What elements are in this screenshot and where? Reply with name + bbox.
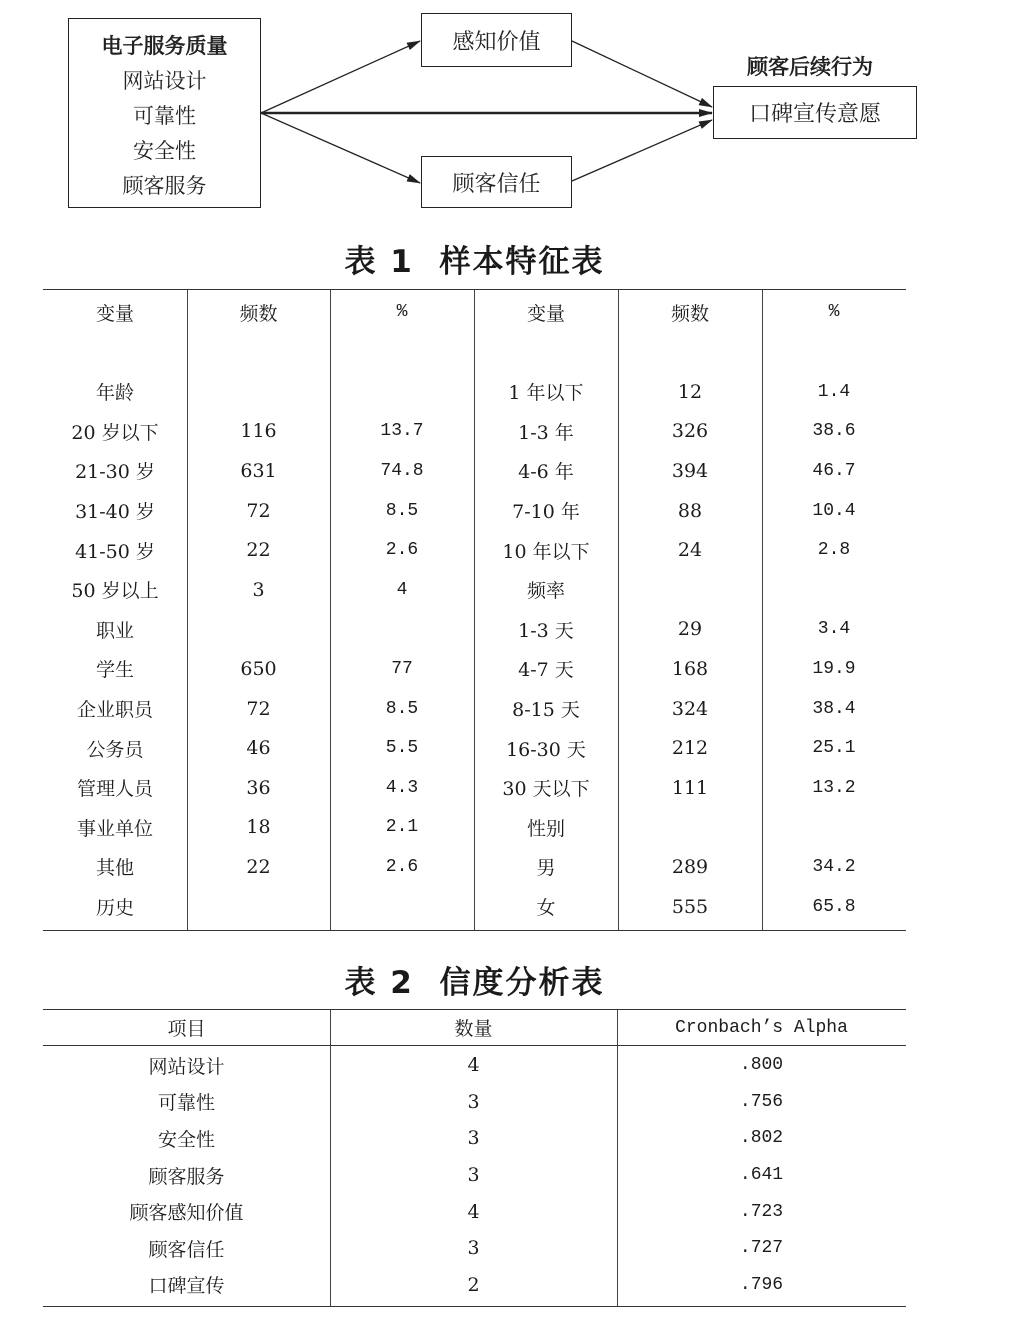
table1-cell: 650 <box>240 657 277 680</box>
table2-cell: 口碑宣传 <box>148 1275 225 1298</box>
table1-cell: 13.7 <box>380 421 424 442</box>
table1-cell <box>618 570 762 610</box>
table1-cell: 4 <box>396 579 408 600</box>
table1-cell: 8-15 天 <box>512 699 580 722</box>
table1-cell: 18 <box>246 816 271 839</box>
table1-cell: 22 <box>246 855 271 878</box>
table1-cell: 30 天以下 <box>502 778 590 801</box>
table1-cell <box>330 887 474 927</box>
arrow-quality-to-value <box>261 41 420 113</box>
table1-cell <box>762 808 906 848</box>
table1-cell: 12 <box>677 380 703 403</box>
table1-cell: 21-30 岁 <box>75 461 155 484</box>
service-quality-item: 安全性 <box>133 139 196 163</box>
table2-cell: 顾客信任 <box>148 1238 225 1261</box>
table2-header-cell: Cronbach’s Alpha <box>675 1017 848 1038</box>
table1-cell: 38.4 <box>812 698 856 719</box>
table1-cell: 88 <box>677 499 703 522</box>
table1-cell: 公务员 <box>86 738 144 761</box>
table1-cell: 19.9 <box>812 658 856 679</box>
table1-cell: 41-50 岁 <box>75 540 155 563</box>
arrow-value-to-outcome <box>572 41 712 107</box>
table1-cell: 50 岁以上 <box>71 580 159 603</box>
table1-header-cell: 频数 <box>670 302 709 325</box>
table1-cell: 女 <box>536 897 556 920</box>
table1-cell: 4-7 天 <box>518 659 574 682</box>
table1-cell: 22 <box>246 539 271 562</box>
table2-cell: 3 <box>467 1164 480 1187</box>
table1-header-row <box>43 290 906 334</box>
table2-cell: 3 <box>467 1090 480 1113</box>
table1-cell: 29 <box>677 618 703 641</box>
table1-cell: 72 <box>246 499 271 522</box>
table2-cell: 网站设计 <box>148 1055 225 1078</box>
table1-cell: 男 <box>536 857 556 880</box>
table2-header-row <box>43 1010 906 1046</box>
table2-cell: .796 <box>739 1274 784 1295</box>
table1-header-cell: 变量 <box>95 302 134 325</box>
table1-cell: 34.2 <box>812 856 856 877</box>
table1-cell: 3 <box>252 578 265 601</box>
table1-cell: 116 <box>240 420 277 443</box>
arrow-trust-to-outcome <box>572 120 712 181</box>
table1-cell <box>330 610 474 650</box>
table2-cell: 顾客感知价值 <box>129 1202 244 1225</box>
table1-cell: 学生 <box>95 659 134 682</box>
table2-cell: 3 <box>467 1127 480 1150</box>
perceived-value-box <box>421 13 572 67</box>
table1-cell: 16-30 天 <box>506 738 586 761</box>
table1-cell: 24 <box>677 539 703 562</box>
table1-cell: 38.6 <box>812 421 856 442</box>
table1-cell: 10 年以下 <box>502 540 590 563</box>
outcome-heading: 顾客后续行为 <box>747 55 873 79</box>
table1-cell: 72 <box>246 697 271 720</box>
table1-header-cell: 频数 <box>239 302 278 325</box>
table1-cell: 36 <box>246 776 271 799</box>
table2-header-cell: 数量 <box>454 1018 493 1040</box>
table2-title: 表 2 信度分析表 <box>344 965 605 1001</box>
table1-cell: 2.6 <box>385 540 419 561</box>
table1-cell: 555 <box>671 895 709 918</box>
table1-cell: 20 岁以下 <box>71 421 159 444</box>
service-quality-title: 电子服务质量 <box>101 34 228 58</box>
table1-cell: 事业单位 <box>76 817 153 840</box>
service-quality-item: 网站设计 <box>122 69 207 93</box>
table1-cell: 111 <box>671 776 709 799</box>
table1-cell: 77 <box>391 658 413 679</box>
sample-characteristics-table <box>43 289 906 931</box>
table1-cell: 65.8 <box>812 896 856 917</box>
table1-cell: 历史 <box>95 897 134 920</box>
table1-body <box>43 372 906 926</box>
table2-cell: .727 <box>739 1238 784 1259</box>
reliability-table <box>43 1009 906 1307</box>
table1-header-cell: % <box>828 302 840 322</box>
table1-cell: 25.1 <box>812 738 856 759</box>
table1-cell: 31-40 岁 <box>75 501 155 524</box>
table1-cell: 10.4 <box>812 500 856 521</box>
table1-cell: 326 <box>671 420 709 443</box>
table2-cell: 顾客服务 <box>148 1165 225 1188</box>
table1-cell: 2.6 <box>385 856 419 877</box>
table1-cell: 74.8 <box>380 460 424 481</box>
table2-cell: .723 <box>739 1201 784 1222</box>
table1-cell: 性别 <box>526 817 565 840</box>
table2-cell: 可靠性 <box>157 1092 215 1115</box>
service-quality-box <box>68 18 261 208</box>
table2-header-cell: 项目 <box>167 1018 206 1040</box>
table2-cell: 安全性 <box>157 1128 215 1151</box>
table1-cell: 1-3 天 <box>518 619 574 642</box>
table1-cell: 4.3 <box>385 777 419 798</box>
table1-cell <box>187 372 330 412</box>
table2-cell: .802 <box>739 1128 784 1149</box>
table2-cell: .756 <box>739 1091 784 1112</box>
table1-cell: 4-6 年 <box>518 461 574 484</box>
table1-cell: 年龄 <box>95 382 134 405</box>
table1-title: 表 1 样本特征表 <box>344 244 605 280</box>
table1-cell: 3.4 <box>817 619 851 640</box>
table1-cell <box>187 887 330 927</box>
table1-cell <box>330 372 474 412</box>
service-quality-item: 顾客服务 <box>122 174 207 198</box>
arrow-quality-to-trust <box>261 113 420 183</box>
table1-cell: 289 <box>671 855 709 878</box>
table1-cell: 7-10 年 <box>512 501 580 524</box>
table1-cell <box>618 808 762 848</box>
table1-cell: 1.4 <box>817 381 851 402</box>
table2-cell: .641 <box>739 1165 784 1186</box>
table2-cell: 4 <box>467 1200 480 1223</box>
table1-cell: 324 <box>671 697 709 720</box>
table1-cell: 46 <box>246 737 271 760</box>
table1-cell: 其他 <box>95 857 134 880</box>
table2-cell: 2 <box>467 1273 480 1296</box>
table1-cell: 394 <box>671 459 709 482</box>
table1-header-cell: 变量 <box>526 302 565 325</box>
table1-cell: 职业 <box>95 619 134 642</box>
service-quality-item: 可靠性 <box>133 104 196 128</box>
table1-cell: 168 <box>671 657 709 680</box>
word-of-mouth-box <box>713 86 917 139</box>
table1-cell <box>187 610 330 650</box>
table2-cell: .800 <box>739 1055 784 1076</box>
table1-header-cell: % <box>396 302 408 322</box>
customer-trust-label: 顾客信任 <box>452 171 541 197</box>
table1-cell: 频率 <box>526 580 565 603</box>
table1-cell: 5.5 <box>385 738 419 759</box>
word-of-mouth-label: 口碑宣传意愿 <box>748 102 881 127</box>
table1-cell: 2.1 <box>385 817 419 838</box>
table2-cell: 3 <box>467 1237 480 1260</box>
table1-cell: 631 <box>240 459 277 482</box>
table1-cell: 8.5 <box>385 698 419 719</box>
table1-cell: 管理人员 <box>76 778 153 801</box>
table1-cell: 13.2 <box>812 777 856 798</box>
table2-body <box>43 1047 906 1303</box>
customer-trust-box <box>421 156 572 208</box>
table2-cell: 4 <box>467 1054 480 1077</box>
table1-cell: 212 <box>671 737 709 760</box>
table1-cell: 企业职员 <box>76 699 153 722</box>
table1-cell: 2.8 <box>817 540 851 561</box>
table1-cell: 1-3 年 <box>518 421 574 444</box>
table1-cell: 8.5 <box>385 500 419 521</box>
table1-cell: 1 年以下 <box>508 382 584 405</box>
perceived-value-label: 感知价值 <box>452 29 541 55</box>
table1-cell: 46.7 <box>812 460 856 481</box>
table1-cell <box>762 570 906 610</box>
